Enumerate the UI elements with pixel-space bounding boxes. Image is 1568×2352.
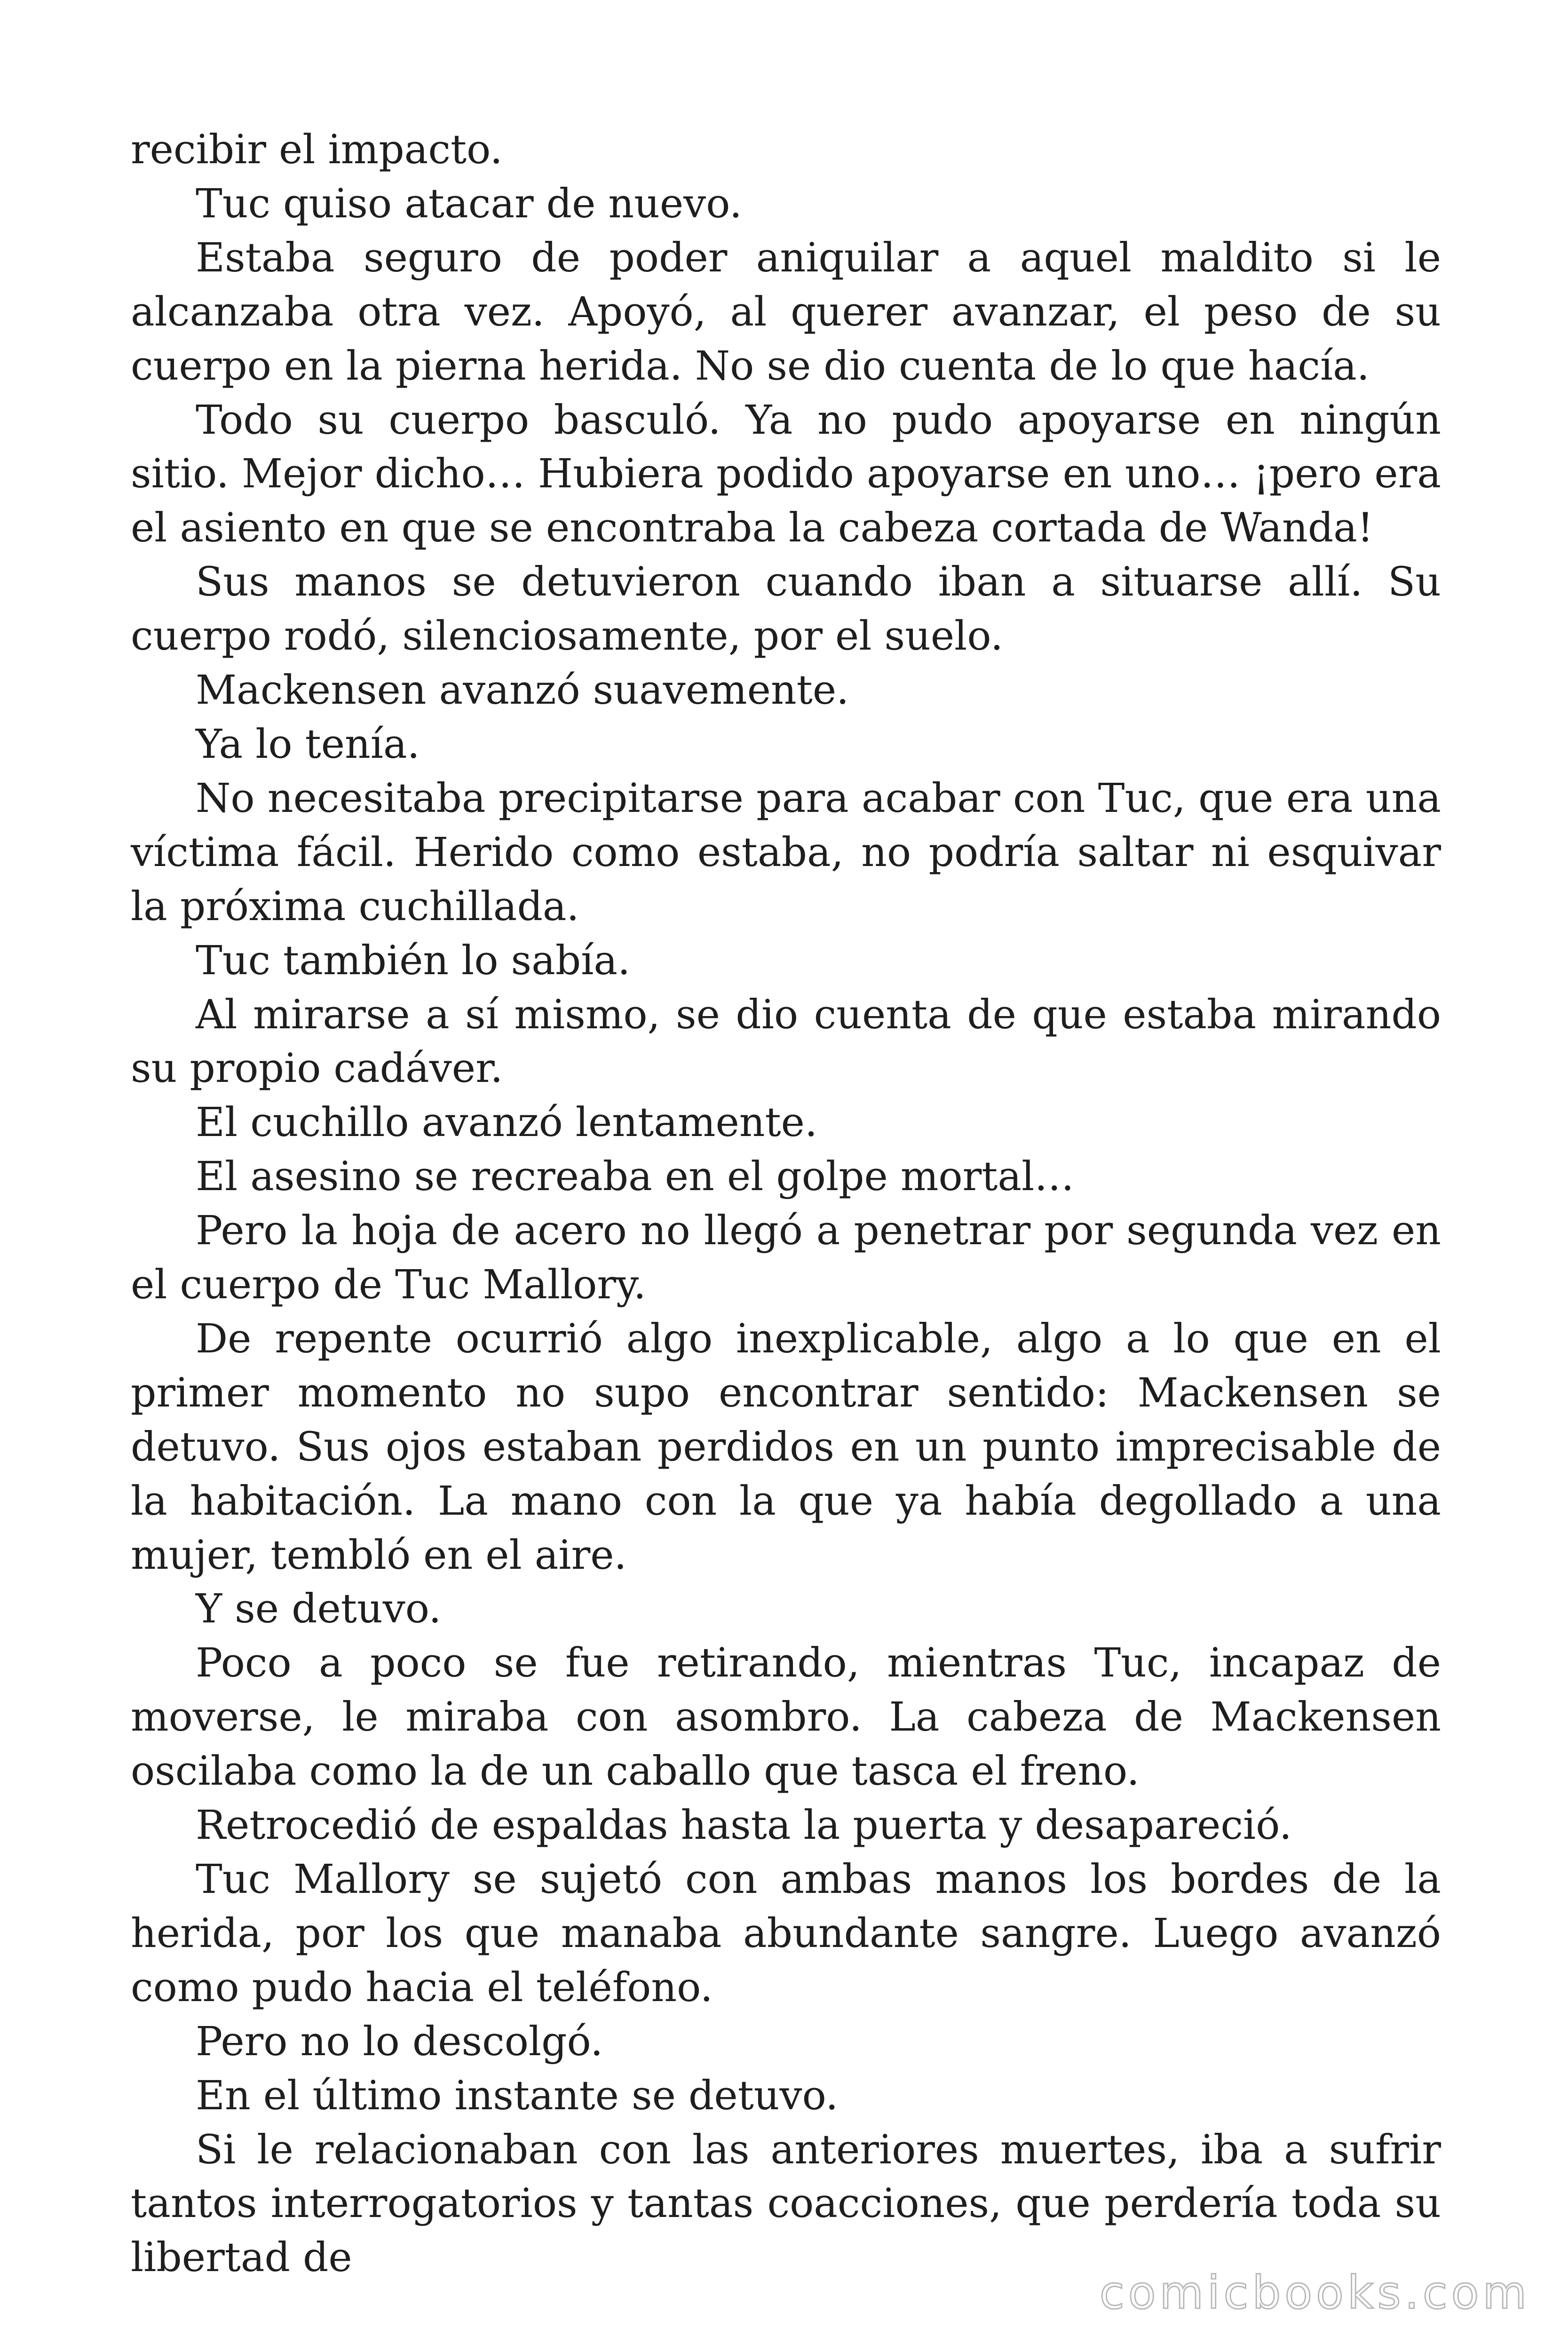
paragraph: Tuc quiso atacar de nuevo. [196, 180, 742, 227]
paragraph: Mackensen avanzó suavemente. [196, 667, 849, 714]
paragraph: Pero la hoja de acero no llegó a penetrar por segunda vez en el cuerpo de Tuc Mallory. [131, 1208, 1441, 1309]
paragraph: Poco a poco se fue retirando, mientras Tuc, incapaz de moverse, le miraba con asombro. La cabeza de Mackensen oscilaba como la de un caballo que tasca el freno. [131, 1640, 1441, 1795]
paragraph: Tuc Mallory se sujetó con ambas manos los bordes de la herida, por los que manaba abundante sangre. Luego avanzó como pudo hacia el teléfono. [131, 1856, 1441, 2011]
paragraph: Estaba seguro de poder aniquilar a aquel maldito si le alcanzaba otra vez. Apoyó, al querer avanzar, el peso de su cuerpo en la pierna herida. No se dio cuenta de lo que hacía. [131, 234, 1441, 389]
paragraph: Y se detuvo. [196, 1586, 442, 1633]
paragraph: Si le relacionaban con las anteriores muertes, iba a sufrir tantos interrogatorios y tantas coacciones, que perdería toda su libertad de [131, 2126, 1441, 2281]
paragraph: El cuchillo avanzó lentamente. [196, 1099, 817, 1146]
paragraph: Ya lo tenía. [196, 721, 420, 768]
page-body-text [131, 123, 1441, 2285]
paragraph: No necesitaba precipitarse para acabar con Tuc, que era una víctima fácil. Herido como estaba, no podría saltar ni esquivar la próxima cuchillada. [131, 775, 1441, 930]
paragraph: recibir el impacto. [131, 127, 503, 173]
paragraph: Retrocedió de espaldas hasta la puerta y desapareció. [196, 1802, 1292, 1849]
watermark: comicbooks.com [1099, 2266, 1530, 2319]
paragraph: Tuc también lo sabía. [196, 937, 631, 984]
paragraph: El asesino se recreaba en el golpe mortal… [196, 1153, 1075, 1200]
paragraph: Al mirarse a sí mismo, se dio cuenta de que estaba mirando su propio cadáver. [131, 991, 1441, 1092]
paragraph: De repente ocurrió algo inexplicable, algo a lo que en el primer momento no supo encontrar sentido: Mackensen se detuvo. Sus ojos estaban perdidos en un punto imprecisable de la habitación. La mano con la que ya había degollado a una mujer, tembló en el aire. [131, 1315, 1441, 1579]
paragraph: Todo su cuerpo basculó. Ya no pudo apoyarse en ningún sitio. Mejor dicho… Hubiera podido apoyarse en uno… ¡pero era el asiento en que se encontraba la cabeza cortada de Wanda! [131, 397, 1441, 552]
paragraph: Pero no lo descolgó. [196, 2018, 603, 2065]
paragraph: En el último instante se detuvo. [196, 2072, 839, 2119]
paragraph: Sus manos se detuvieron cuando iban a situarse allí. Su cuerpo rodó, silenciosamente, por el suelo. [131, 559, 1441, 660]
